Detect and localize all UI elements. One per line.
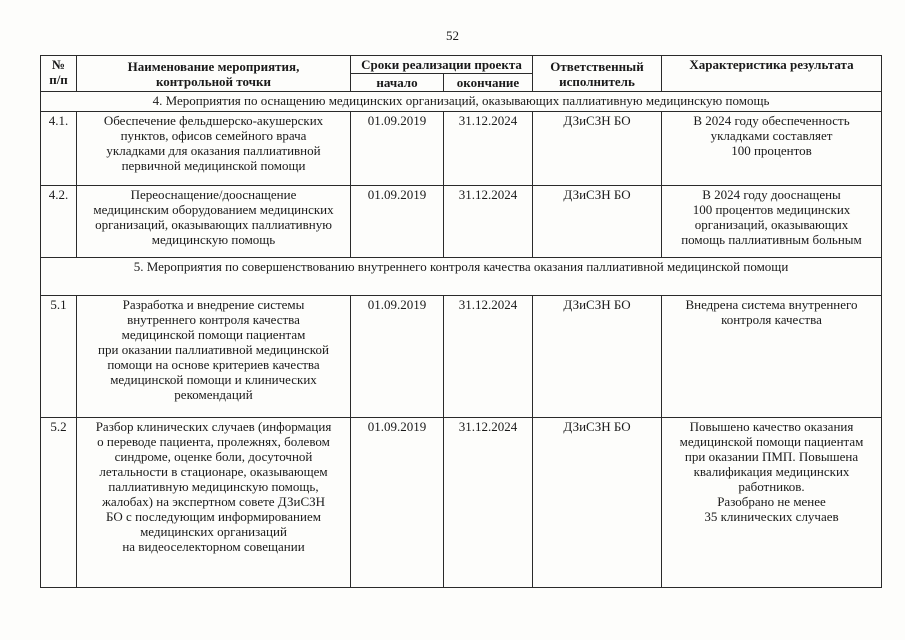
row-start-date: 01.09.2019 — [351, 418, 444, 588]
row-end-date: 31.12.2024 — [444, 112, 533, 186]
header-result: Характеристика результата — [662, 56, 882, 92]
row-end-date: 31.12.2024 — [444, 418, 533, 588]
row-name: Обеспечение фельдшерско-акушерских пунктов, офисов семейного врача укладками для оказания паллиативной первичной медицинской помощи — [77, 112, 351, 186]
section-4-title: 4. Мероприятия по оснащению медицинских организаций, оказывающих паллиативную медицинскую помощь — [41, 92, 882, 112]
row-executor: ДЗиСЗН БО — [533, 418, 662, 588]
row-start-date: 01.09.2019 — [351, 296, 444, 418]
table-row — [41, 186, 882, 258]
row-result: Внедрена система внутреннего контроля качества — [662, 296, 882, 418]
row-result: В 2024 году дооснащены 100 процентов медицинских организаций, оказывающих помощь паллиативным больным — [662, 186, 882, 258]
row-num: 5.1 — [41, 296, 77, 418]
row-start-date: 01.09.2019 — [351, 186, 444, 258]
row-executor: ДЗиСЗН БО — [533, 112, 662, 186]
row-name: Разбор клинических случаев (информация о переводе пациента, пролежнях, болевом синдроме, оценке боли, досуточной летальности в стационаре, оказывающем паллиативную медицинскую помощь, жалобах) на экспертном совете ДЗиСЗН БО с последующим информированием медицинских организаций на видеоселекторном совещании — [77, 418, 351, 588]
header-num: № п/п — [41, 56, 77, 92]
row-result: В 2024 году обеспеченность укладками составляет 100 процентов — [662, 112, 882, 186]
row-name: Переоснащение/дооснащение медицинским оборудованием медицинских организаций, оказывающих паллиативную медицинскую помощь — [77, 186, 351, 258]
activities-table — [40, 55, 882, 588]
table-row — [41, 418, 882, 588]
header-deadlines: Сроки реализации проекта — [351, 56, 533, 74]
row-executor: ДЗиСЗН БО — [533, 186, 662, 258]
row-num: 4.1. — [41, 112, 77, 186]
header-start: начало — [351, 74, 444, 92]
row-result: Повышено качество оказания медицинской помощи пациентам при оказании ПМП. Повышена квалификация медицинских работников. Разобрано не менее 35 клинических случаев — [662, 418, 882, 588]
header-end: окончание — [444, 74, 533, 92]
row-start-date: 01.09.2019 — [351, 112, 444, 186]
section-5-title: 5. Мероприятия по совершенствованию внутреннего контроля качества оказания паллиативной медицинской помощи — [41, 258, 882, 296]
row-end-date: 31.12.2024 — [444, 186, 533, 258]
row-name: Разработка и внедрение системы внутреннего контроля качества медицинской помощи пациентам при оказании паллиативной медицинской помощи на основе критериев качества медицинской помощи и клинических рекомендаций — [77, 296, 351, 418]
page-number: 52 — [446, 28, 459, 43]
table-row — [41, 112, 882, 186]
row-end-date: 31.12.2024 — [444, 296, 533, 418]
header-name: Наименование мероприятия, контрольной точки — [77, 56, 351, 92]
row-num: 4.2. — [41, 186, 77, 258]
table-row — [41, 296, 882, 418]
header-executor: Ответственный исполнитель — [533, 56, 662, 92]
row-executor: ДЗиСЗН БО — [533, 296, 662, 418]
row-num: 5.2 — [41, 418, 77, 588]
